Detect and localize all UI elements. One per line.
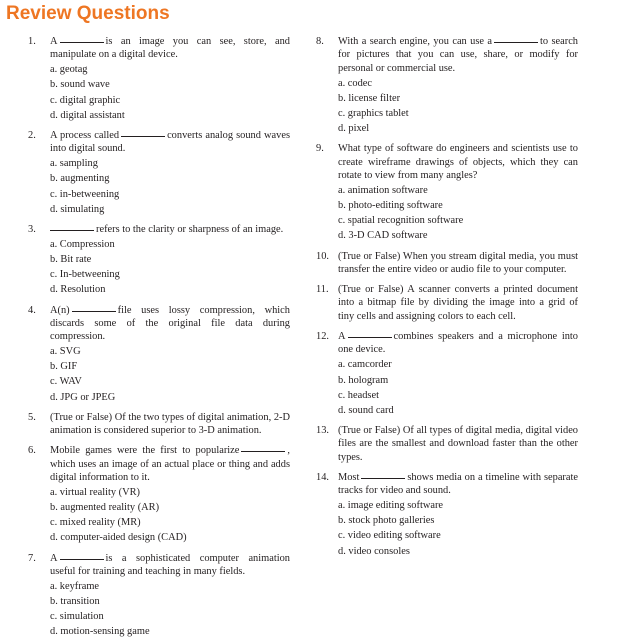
question-stem: Mobile games were the first to popularize , which uses an image of an actual place or thing and adds digital information to it. (50, 445, 290, 484)
option: b. license filter (338, 92, 401, 104)
option: a. geotag (50, 64, 88, 76)
question-stem: A combines speakers and a microphone into one device. (338, 331, 578, 356)
question-14 (316, 471, 578, 558)
answer-blank (241, 451, 285, 452)
option: d. computer-aided design (CAD) (50, 532, 187, 544)
option: a. codec (338, 77, 373, 89)
question-13 (316, 424, 578, 464)
answer-blank (361, 478, 405, 479)
question-number: 11. (316, 284, 329, 296)
question-9 (316, 142, 578, 242)
answer-blank (121, 136, 165, 137)
option: d. simulating (50, 203, 105, 215)
question-3 (28, 223, 290, 297)
question-stem: (True or False) Of all types of digital media, digital video files are the smallest and download faster than the other types. (338, 424, 578, 463)
answer-blank (72, 311, 116, 312)
option: d. pixel (338, 122, 370, 134)
question-stem: (True or False) A scanner converts a printed document into a bitmap file by dividing the image into a grid of tiny cells and assigning colors to each cell. (338, 284, 578, 322)
option: d. sound card (338, 404, 394, 416)
option: c. in-betweening (50, 188, 120, 200)
question-10 (316, 250, 578, 277)
option: a. virtual reality (VR) (50, 487, 141, 499)
option: c. video editing software (338, 530, 441, 542)
option: c. In-betweening (50, 269, 120, 281)
question-stem: (True or False) When you stream digital media, you must transfer the entire video or audio file to your computer. (338, 250, 578, 275)
option: a. camcorder (338, 359, 392, 371)
question-number: 1. (28, 36, 36, 47)
question-number: 10. (316, 250, 329, 262)
option: a. animation software (338, 184, 428, 196)
option: d. digital assistant (50, 109, 125, 121)
option: b. Bit rate (50, 254, 92, 266)
option: b. GIF (50, 361, 78, 373)
option: d. 3-D CAD software (338, 230, 428, 242)
question-stem: A(n) file uses lossy compression, which discards some of the original file data during compression. (50, 304, 290, 343)
page-heading: Review Questions (6, 3, 170, 24)
option: b. photo-editing software (338, 200, 443, 212)
question-5 (28, 411, 290, 438)
answer-blank (494, 42, 538, 43)
option: a. image editing software (338, 500, 444, 512)
option: d. Resolution (50, 284, 106, 296)
answer-blank (348, 337, 392, 338)
option: a. keyframe (50, 581, 100, 593)
answer-blank (60, 559, 104, 560)
question-12 (316, 330, 578, 417)
option: c. digital graphic (50, 94, 121, 106)
option: c. headset (338, 389, 379, 401)
left-column (28, 35, 290, 639)
question-stem: refers to the clarity or sharpness of an image. (50, 223, 290, 236)
option: b. transition (50, 596, 100, 608)
question-number: 13. (316, 424, 329, 436)
question-number: 12. (316, 331, 329, 343)
question-stem: What type of software do engineers and scientists use to create wireframe drawings of objects, which they can rotate to view from many angles? (338, 143, 578, 181)
option: c. spatial recognition software (338, 215, 464, 227)
question-stem: With a search engine, you can use a to search for pictures that you can use, share, or modify for personal or commercial use. (338, 36, 579, 74)
option: c. graphics tablet (338, 107, 409, 119)
option: d. motion-sensing game (50, 626, 150, 638)
question-stem: (True or False) Of the two types of digital animation, 2-D animation is considered superior to 3-D animation. (50, 411, 290, 437)
answer-blank (50, 230, 94, 231)
question-number: 4. (28, 304, 36, 316)
question-stem: A process called converts analog sound waves into digital sound. (50, 129, 290, 155)
option: c. mixed reality (MR) (50, 517, 141, 529)
question-11 (316, 283, 578, 323)
option: b. augmented reality (AR) (50, 502, 160, 514)
option: b. hologram (338, 374, 389, 386)
option: b. augmenting (50, 173, 110, 185)
question-6 (28, 444, 290, 544)
question-number: 14. (316, 471, 329, 483)
question-stem: A is an image you can see, store, and manipulate on a digital device. (50, 36, 290, 61)
option: c. WAV (50, 376, 82, 388)
question-8 (316, 35, 578, 135)
question-number: 9. (316, 143, 324, 155)
question-stem: A is a sophisticated computer animation useful for training and teaching in many fields. (50, 552, 290, 578)
question-number: 3. (28, 223, 36, 235)
answer-blank (60, 42, 104, 43)
option: d. video consoles (338, 545, 410, 557)
option: c. simulation (50, 611, 104, 623)
option: b. stock photo galleries (338, 515, 435, 527)
question-number: 6. (28, 445, 36, 457)
question-number: 7. (28, 552, 36, 564)
question-1 (28, 35, 290, 122)
question-7 (28, 552, 290, 639)
option: a. SVG (50, 346, 81, 358)
question-stem: Most shows media on a timeline with separate tracks for video and sound. (338, 471, 578, 497)
question-number: 5. (28, 411, 36, 423)
option: d. JPG or JPEG (50, 391, 116, 403)
right-column (316, 35, 578, 558)
question-number: 2. (28, 129, 36, 141)
option: a. sampling (50, 158, 98, 170)
question-number: 8. (316, 36, 324, 47)
question-2 (28, 129, 290, 216)
option: a. Compression (50, 239, 115, 251)
question-4 (28, 304, 290, 404)
option: b. sound wave (50, 79, 110, 91)
